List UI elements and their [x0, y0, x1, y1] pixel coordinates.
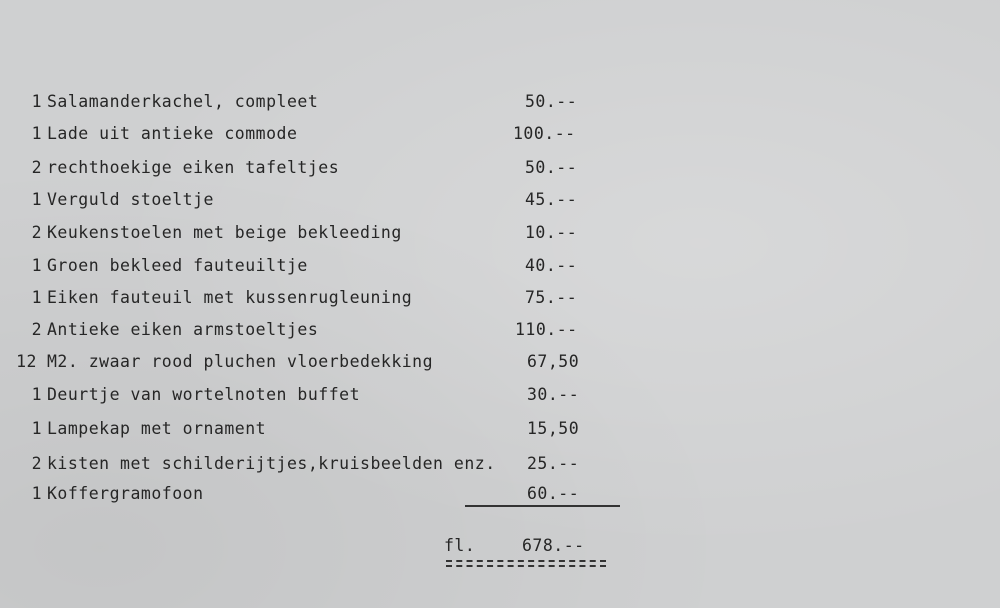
- list-item: [0, 449, 1000, 479]
- item-amount: 30.--: [527, 385, 580, 404]
- item-quantity: 1: [31, 256, 42, 275]
- list-item: [0, 185, 1000, 215]
- list-item: [0, 414, 1000, 444]
- list-item: [0, 380, 1000, 410]
- item-description: Koffergramofoon: [47, 484, 204, 503]
- item-description: M2. zwaar rood pluchen vloerbedekking: [47, 352, 434, 371]
- item-amount: 110.--: [515, 320, 578, 339]
- item-amount: 45.--: [525, 190, 578, 209]
- item-quantity: 1: [31, 124, 42, 143]
- item-amount: 10.--: [525, 223, 578, 242]
- item-amount: 40.--: [525, 256, 578, 275]
- item-description: Lade uit antieke commode: [47, 124, 298, 143]
- total-double-underline: [446, 560, 606, 567]
- item-amount: 25.--: [527, 454, 580, 473]
- item-amount: 67,50: [527, 352, 580, 371]
- item-description: Antieke eiken armstoeltjes: [47, 320, 319, 339]
- list-item: [0, 153, 1000, 183]
- item-description: rechthoekige eiken tafeltjes: [47, 158, 340, 177]
- item-amount: 60.--: [527, 484, 580, 503]
- item-amount: 50.--: [525, 158, 578, 177]
- item-amount: 75.--: [525, 288, 578, 307]
- item-quantity: 1: [31, 484, 42, 503]
- list-item: [0, 218, 1000, 248]
- item-description: Verguld stoeltje: [47, 190, 214, 209]
- item-quantity: 2: [31, 158, 42, 177]
- item-description: Groen bekleed fauteuiltje: [47, 256, 308, 275]
- total-amount: 678.--: [522, 536, 585, 555]
- total-currency: fl.: [444, 536, 476, 555]
- item-description: kisten met schilderijtjes,kruisbeelden enz.: [47, 454, 496, 473]
- item-quantity: 1: [31, 419, 42, 438]
- item-description: Eiken fauteuil met kussenrugleuning: [47, 288, 413, 307]
- list-item: [0, 347, 1000, 377]
- item-description: Lampekap met ornament: [47, 419, 267, 438]
- list-item: [0, 251, 1000, 281]
- item-description: Keukenstoelen met beige bekleeding: [47, 223, 402, 242]
- item-quantity: 1: [31, 92, 42, 111]
- item-amount: 100.--: [513, 124, 576, 143]
- item-quantity: 2: [31, 223, 42, 242]
- item-amount: 15,50: [527, 419, 580, 438]
- list-item: [0, 283, 1000, 313]
- list-item: [0, 87, 1000, 117]
- list-item: [0, 315, 1000, 345]
- list-item: [0, 119, 1000, 149]
- item-description: Deurtje van wortelnoten buffet: [47, 385, 361, 404]
- item-description: Salamanderkachel, compleet: [47, 92, 319, 111]
- item-quantity: 1: [31, 190, 42, 209]
- item-quantity: 12: [16, 352, 37, 371]
- item-quantity: 1: [31, 385, 42, 404]
- item-quantity: 2: [31, 454, 42, 473]
- item-amount: 50.--: [525, 92, 578, 111]
- item-quantity: 2: [31, 320, 42, 339]
- item-quantity: 1: [31, 288, 42, 307]
- subtotal-rule: [465, 505, 620, 507]
